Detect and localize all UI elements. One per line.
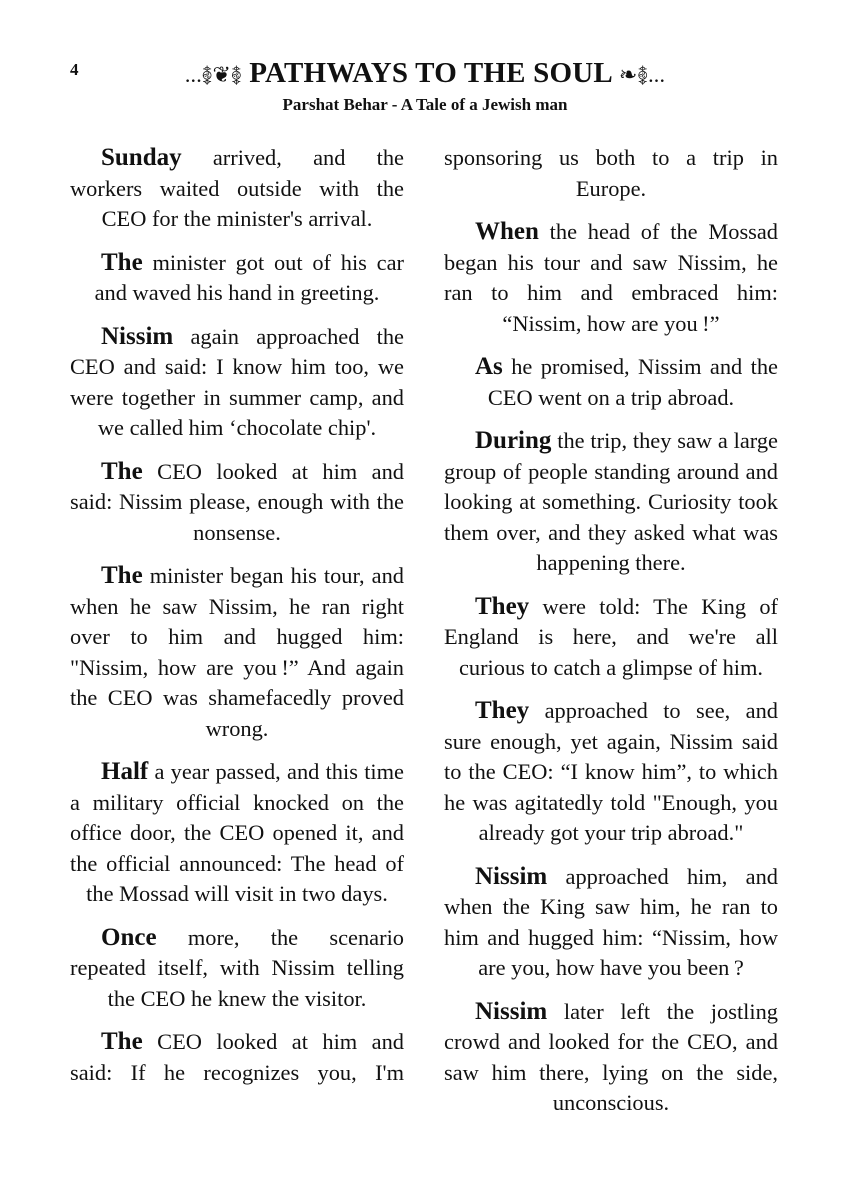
paragraph-lead-word: Once: [101, 923, 157, 951]
paragraph-lead-word: Nissim: [101, 322, 174, 350]
paragraph-text: CEO looked at him and said: If he recognizes you, I'm: [70, 1029, 404, 1085]
paragraph-text: the trip, they saw a large group of people standing around and looking at something. Curiosity took them over, and they asked what was happening there.: [444, 428, 778, 575]
paragraph-lead-word: During: [475, 427, 552, 454]
paragraph-continued: [444, 143, 778, 204]
paragraph: [444, 426, 778, 579]
paragraph: [70, 757, 404, 910]
paragraph: [444, 997, 778, 1119]
paragraph: [444, 217, 778, 339]
paragraph-lead-word: As: [475, 353, 503, 380]
chapter-subtitle: Parshat Behar - A Tale of a Jewish man: [282, 95, 568, 114]
paragraph-text: a year passed, and this time a military official knocked on the office door, the CEO opened it, and the official announced: The head of the Mossad will visit in two days.: [70, 759, 404, 906]
paragraph: [70, 457, 404, 549]
paragraph: [70, 923, 404, 1015]
paragraph: [70, 1027, 404, 1088]
right-column: [444, 143, 778, 1132]
paragraph-text: minister got out of his car and waved his hand in greeting.: [94, 249, 404, 305]
paragraph-text: sponsoring us both to a trip in Europe.: [444, 145, 778, 201]
paragraph: [70, 561, 404, 744]
paragraph-lead-word: The: [101, 562, 143, 589]
flourish-left-icon: ...࿅❦࿅: [184, 62, 242, 87]
paragraph-text: were told: The King of England is here, and we're all curious to catch a glimpse of him.: [444, 593, 778, 680]
paragraph-lead-word: The: [101, 457, 143, 485]
paragraph-text: arrived, and the workers waited outside with the CEO for the minister's arrival.: [70, 145, 404, 231]
paragraph-text: CEO looked at him and said: Nissim please, enough with the nonsense.: [70, 458, 404, 545]
paragraph-text: the head of the Mossad began his tour and saw Nissim, he ran to him and embraced him: “Nissim, how are you !”: [444, 219, 778, 336]
paragraph-lead-word: Half: [101, 758, 149, 785]
paragraph-lead-word: Sunday: [101, 144, 182, 171]
left-column: [70, 143, 404, 1101]
paragraph-text: he promised, Nissim and the CEO went on a trip abroad.: [487, 354, 778, 410]
paragraph-lead-word: Nissim: [475, 862, 548, 890]
paragraph-text: more, the scenario repeated itself, with Nissim telling the CEO he knew the visitor.: [70, 924, 404, 1011]
paragraph: [444, 696, 778, 849]
paragraph-lead-word: The: [101, 248, 143, 276]
paragraph-text: approached him, and when the King saw him, he ran to him and hugged him: “Nissim, how are you, how have you been ?: [444, 863, 778, 980]
paragraph-text: minister began his tour, and when he saw Nissim, he ran right over to him and hugged him: "Nissim, how are you !” And again the CEO was shamefacedly proved wrong.: [70, 563, 404, 741]
paragraph: [444, 862, 778, 984]
page-number: 4: [70, 60, 79, 79]
paragraph-lead-word: When: [475, 218, 539, 245]
paragraph-text: later left the jostling crowd and looked for the CEO, and saw him there, lying on the side, unconscious.: [444, 998, 778, 1115]
paragraph-text: approached to see, and sure enough, yet again, Nissim said to the CEO: “I know him”, to which he was agitatedly told "Enough, you already got your trip abroad.": [444, 698, 778, 845]
paragraph-lead-word: The: [101, 1028, 143, 1055]
paragraph-lead-word: They: [475, 592, 530, 620]
paragraph: [444, 592, 778, 684]
paragraph: [70, 248, 404, 309]
book-title: PATHWAYS TO THE SOUL: [249, 57, 612, 89]
paragraph: [444, 352, 778, 413]
paragraph: [70, 143, 404, 235]
paragraph-lead-word: They: [475, 697, 530, 724]
paragraph: [70, 322, 404, 444]
paragraph-text: again approached the CEO and said: I know him too, we were together in summer camp, and we called him ‘chocolate chip'.: [70, 323, 404, 440]
flourish-right-icon: ❧࿅...: [618, 62, 666, 87]
paragraph-lead-word: Nissim: [475, 997, 548, 1025]
